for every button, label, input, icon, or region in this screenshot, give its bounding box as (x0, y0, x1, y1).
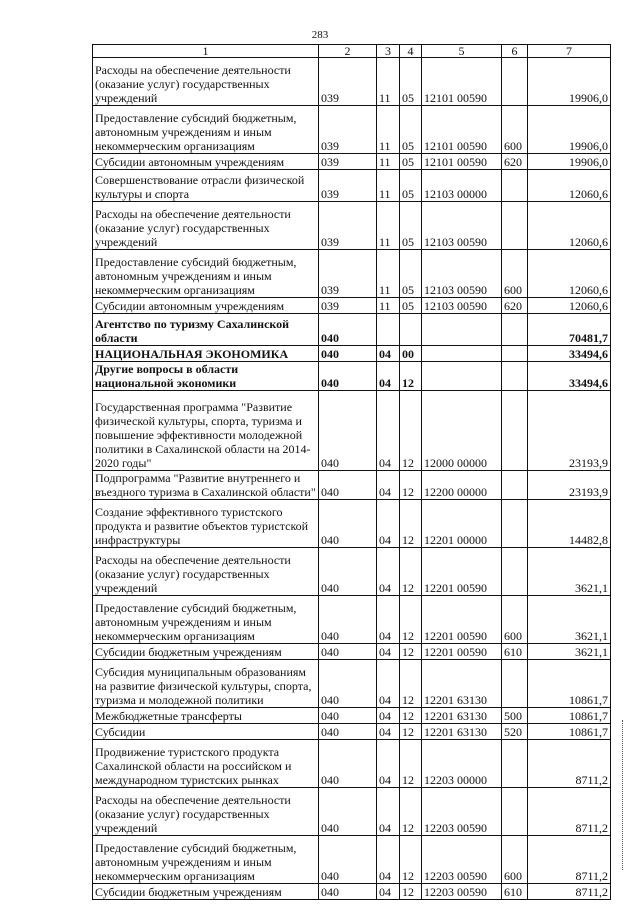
row-section-code: 04 (377, 362, 400, 391)
row-target-item-code (422, 362, 502, 391)
row-amount: 3621,1 (528, 644, 611, 660)
row-amount: 33494,6 (528, 362, 611, 391)
table-row (93, 58, 611, 106)
table-row (93, 471, 611, 500)
table-row (93, 596, 611, 644)
row-expense-type-code: 610 (502, 884, 528, 900)
row-subsection-code: 12 (400, 471, 422, 500)
table-row (93, 708, 611, 724)
row-subsection-code: 12 (400, 788, 422, 836)
table-row (93, 362, 611, 391)
budget-table (92, 44, 611, 900)
row-target-item-code: 12203 00590 (422, 788, 502, 836)
row-amount: 10861,7 (528, 724, 611, 740)
row-name: Другие вопросы в области национальной экономики (93, 362, 319, 391)
row-expense-type-code (502, 660, 528, 708)
row-name: Подпрограмма "Развитие внутреннего и въездного туризма в Сахалинской области" (93, 471, 319, 500)
table-row (93, 154, 611, 170)
row-ministry-code: 040 (319, 740, 377, 788)
row-section-code (377, 314, 400, 346)
row-subsection-code: 12 (400, 362, 422, 391)
row-section-code: 11 (377, 250, 400, 298)
row-name: Субсидия муниципальным образованиям на развитие физической культуры, спорта, туризма и молодежной политики (93, 660, 319, 708)
row-ministry-code: 040 (319, 724, 377, 740)
row-amount: 10861,7 (528, 708, 611, 724)
row-target-item-code: 12201 63130 (422, 660, 502, 708)
table-row (93, 314, 611, 346)
row-ministry-code: 040 (319, 836, 377, 884)
row-expense-type-code (502, 58, 528, 106)
row-name: Расходы на обеспечение деятельности (оказание услуг) государственных учреждений (93, 788, 319, 836)
row-target-item-code: 12201 00000 (422, 500, 502, 548)
row-ministry-code: 039 (319, 58, 377, 106)
row-amount: 12060,6 (528, 298, 611, 314)
header-col-1: 1 (93, 45, 319, 58)
row-expense-type-code: 600 (502, 836, 528, 884)
row-expense-type-code (502, 740, 528, 788)
row-ministry-code: 040 (319, 788, 377, 836)
table-row (93, 660, 611, 708)
row-name: Субсидии автономным учреждениям (93, 298, 319, 314)
row-name: Государственная программа "Развитие физической культуры, спорта, туризма и повышение эффективности молодежной политики в Сахалинской области на 2014-2020 годы" (93, 391, 319, 471)
row-target-item-code: 12203 00590 (422, 836, 502, 884)
row-subsection-code: 00 (400, 346, 422, 362)
row-section-code: 04 (377, 708, 400, 724)
row-section-code: 04 (377, 836, 400, 884)
row-amount: 3621,1 (528, 548, 611, 596)
row-target-item-code: 12103 00590 (422, 250, 502, 298)
row-subsection-code: 12 (400, 724, 422, 740)
row-subsection-code: 05 (400, 106, 422, 154)
row-section-code: 11 (377, 298, 400, 314)
row-target-item-code: 12201 63130 (422, 724, 502, 740)
row-subsection-code: 12 (400, 740, 422, 788)
row-target-item-code: 12101 00590 (422, 106, 502, 154)
row-ministry-code: 040 (319, 314, 377, 346)
row-subsection-code: 12 (400, 836, 422, 884)
row-ministry-code: 039 (319, 106, 377, 154)
row-name: Межбюджетные трансферты (93, 708, 319, 724)
row-amount: 10861,7 (528, 660, 611, 708)
header-col-3: 3 (377, 45, 400, 58)
row-target-item-code (422, 314, 502, 346)
row-amount: 12060,6 (528, 202, 611, 250)
row-expense-type-code: 620 (502, 154, 528, 170)
row-name: Предоставление субсидий бюджетным, автономным учреждениям и иным некоммерческим организациям (93, 250, 319, 298)
row-target-item-code: 12201 00590 (422, 596, 502, 644)
row-target-item-code: 12203 00000 (422, 740, 502, 788)
row-name: Совершенствование отрасли физической культуры и спорта (93, 170, 319, 202)
row-target-item-code: 12103 00590 (422, 202, 502, 250)
table-row (93, 170, 611, 202)
row-section-code: 11 (377, 170, 400, 202)
row-amount: 19906,0 (528, 58, 611, 106)
row-section-code: 04 (377, 548, 400, 596)
row-subsection-code: 12 (400, 596, 422, 644)
table-row (93, 740, 611, 788)
table-row (93, 391, 611, 471)
row-expense-type-code: 520 (502, 724, 528, 740)
row-section-code: 04 (377, 500, 400, 548)
row-amount: 8711,2 (528, 836, 611, 884)
row-ministry-code: 040 (319, 362, 377, 391)
header-col-2: 2 (319, 45, 377, 58)
row-expense-type-code (502, 202, 528, 250)
row-target-item-code: 12203 00590 (422, 884, 502, 900)
row-ministry-code: 040 (319, 500, 377, 548)
row-amount: 70481,7 (528, 314, 611, 346)
row-ministry-code: 040 (319, 346, 377, 362)
row-subsection-code (400, 314, 422, 346)
row-ministry-code: 040 (319, 708, 377, 724)
row-ministry-code: 040 (319, 884, 377, 900)
row-subsection-code: 05 (400, 298, 422, 314)
row-expense-type-code (502, 548, 528, 596)
row-section-code: 04 (377, 471, 400, 500)
row-expense-type-code: 600 (502, 250, 528, 298)
row-name: Субсидии (93, 724, 319, 740)
row-expense-type-code: 610 (502, 644, 528, 660)
row-amount: 8711,2 (528, 740, 611, 788)
row-amount: 19906,0 (528, 106, 611, 154)
row-subsection-code: 12 (400, 708, 422, 724)
row-target-item-code: 12101 00590 (422, 154, 502, 170)
row-amount: 23193,9 (528, 471, 611, 500)
row-ministry-code: 040 (319, 548, 377, 596)
row-ministry-code: 040 (319, 660, 377, 708)
row-target-item-code: 12000 00000 (422, 391, 502, 471)
row-amount: 23193,9 (528, 391, 611, 471)
row-name: Предоставление субсидий бюджетным, автономным учреждениям и иным некоммерческим организациям (93, 836, 319, 884)
row-ministry-code: 040 (319, 596, 377, 644)
row-name: Расходы на обеспечение деятельности (оказание услуг) государственных учреждений (93, 58, 319, 106)
row-amount: 33494,6 (528, 346, 611, 362)
row-target-item-code: 12103 00000 (422, 170, 502, 202)
row-subsection-code: 12 (400, 660, 422, 708)
row-expense-type-code (502, 471, 528, 500)
row-amount: 8711,2 (528, 884, 611, 900)
row-target-item-code: 12201 00590 (422, 644, 502, 660)
row-section-code: 04 (377, 740, 400, 788)
row-expense-type-code: 500 (502, 708, 528, 724)
row-target-item-code: 12103 00590 (422, 298, 502, 314)
row-ministry-code: 039 (319, 170, 377, 202)
row-expense-type-code (502, 788, 528, 836)
table-row (93, 500, 611, 548)
row-section-code: 11 (377, 58, 400, 106)
table-body (93, 58, 611, 900)
table-row (93, 298, 611, 314)
row-target-item-code: 12200 00000 (422, 471, 502, 500)
row-expense-type-code: 600 (502, 596, 528, 644)
header-col-4: 4 (400, 45, 422, 58)
row-name: Расходы на обеспечение деятельности (оказание услуг) государственных учреждений (93, 202, 319, 250)
row-name: Агентство по туризму Сахалинской области (93, 314, 319, 346)
row-subsection-code: 05 (400, 170, 422, 202)
row-name: Субсидии автономным учреждениям (93, 154, 319, 170)
row-name: НАЦИОНАЛЬНАЯ ЭКОНОМИКА (93, 346, 319, 362)
header-col-6: 6 (502, 45, 528, 58)
row-expense-type-code: 620 (502, 298, 528, 314)
row-amount: 3621,1 (528, 596, 611, 644)
header-col-5: 5 (422, 45, 502, 58)
row-name: Расходы на обеспечение деятельности (оказание услуг) государственных учреждений (93, 548, 319, 596)
row-ministry-code: 039 (319, 298, 377, 314)
page-number: 283 (311, 29, 329, 41)
row-subsection-code: 05 (400, 250, 422, 298)
row-name: Продвижение туристского продукта Сахалинской области на российском и международном туристских рынках (93, 740, 319, 788)
row-section-code: 04 (377, 788, 400, 836)
table-row (93, 250, 611, 298)
row-ministry-code: 040 (319, 391, 377, 471)
row-target-item-code: 12201 00590 (422, 548, 502, 596)
row-section-code: 04 (377, 346, 400, 362)
table-row (93, 836, 611, 884)
row-expense-type-code (502, 314, 528, 346)
row-subsection-code: 05 (400, 202, 422, 250)
header-row (93, 45, 611, 58)
row-expense-type-code: 600 (502, 106, 528, 154)
row-section-code: 04 (377, 596, 400, 644)
row-name: Субсидии бюджетным учреждениям (93, 884, 319, 900)
row-expense-type-code (502, 170, 528, 202)
row-subsection-code: 05 (400, 154, 422, 170)
table-row (93, 202, 611, 250)
row-subsection-code: 12 (400, 884, 422, 900)
row-expense-type-code (502, 391, 528, 471)
row-amount: 8711,2 (528, 788, 611, 836)
row-section-code: 04 (377, 660, 400, 708)
row-subsection-code: 12 (400, 500, 422, 548)
table-row (93, 884, 611, 900)
header-col-7: 7 (528, 45, 611, 58)
row-subsection-code: 12 (400, 644, 422, 660)
row-section-code: 04 (377, 391, 400, 471)
row-amount: 12060,6 (528, 170, 611, 202)
row-target-item-code: 12101 00590 (422, 58, 502, 106)
table-row (93, 724, 611, 740)
row-ministry-code: 039 (319, 154, 377, 170)
row-name: Субсидии бюджетным учреждениям (93, 644, 319, 660)
row-ministry-code: 040 (319, 644, 377, 660)
table-row (93, 548, 611, 596)
row-section-code: 04 (377, 644, 400, 660)
row-target-item-code (422, 346, 502, 362)
row-section-code: 11 (377, 154, 400, 170)
row-ministry-code: 039 (319, 202, 377, 250)
row-name: Предоставление субсидий бюджетным, автономным учреждениям и иным некоммерческим организациям (93, 596, 319, 644)
row-amount: 19906,0 (528, 154, 611, 170)
row-ministry-code: 039 (319, 250, 377, 298)
row-amount: 12060,6 (528, 250, 611, 298)
table-row (93, 106, 611, 154)
row-ministry-code: 040 (319, 471, 377, 500)
row-section-code: 04 (377, 884, 400, 900)
row-subsection-code: 05 (400, 58, 422, 106)
row-section-code: 04 (377, 724, 400, 740)
row-section-code: 11 (377, 202, 400, 250)
row-subsection-code: 12 (400, 391, 422, 471)
table-row (93, 788, 611, 836)
row-amount: 14482,8 (528, 500, 611, 548)
row-name: Создание эффективного туристского продукта и развитие объектов туристской инфраструктуры (93, 500, 319, 548)
row-subsection-code: 12 (400, 548, 422, 596)
scan-edge-mark (622, 720, 629, 870)
table-row (93, 644, 611, 660)
row-target-item-code: 12201 63130 (422, 708, 502, 724)
table-row (93, 346, 611, 362)
row-expense-type-code (502, 362, 528, 391)
row-expense-type-code (502, 500, 528, 548)
row-name: Предоставление субсидий бюджетным, автономным учреждениям и иным некоммерческим организациям (93, 106, 319, 154)
row-expense-type-code (502, 346, 528, 362)
row-section-code: 11 (377, 106, 400, 154)
